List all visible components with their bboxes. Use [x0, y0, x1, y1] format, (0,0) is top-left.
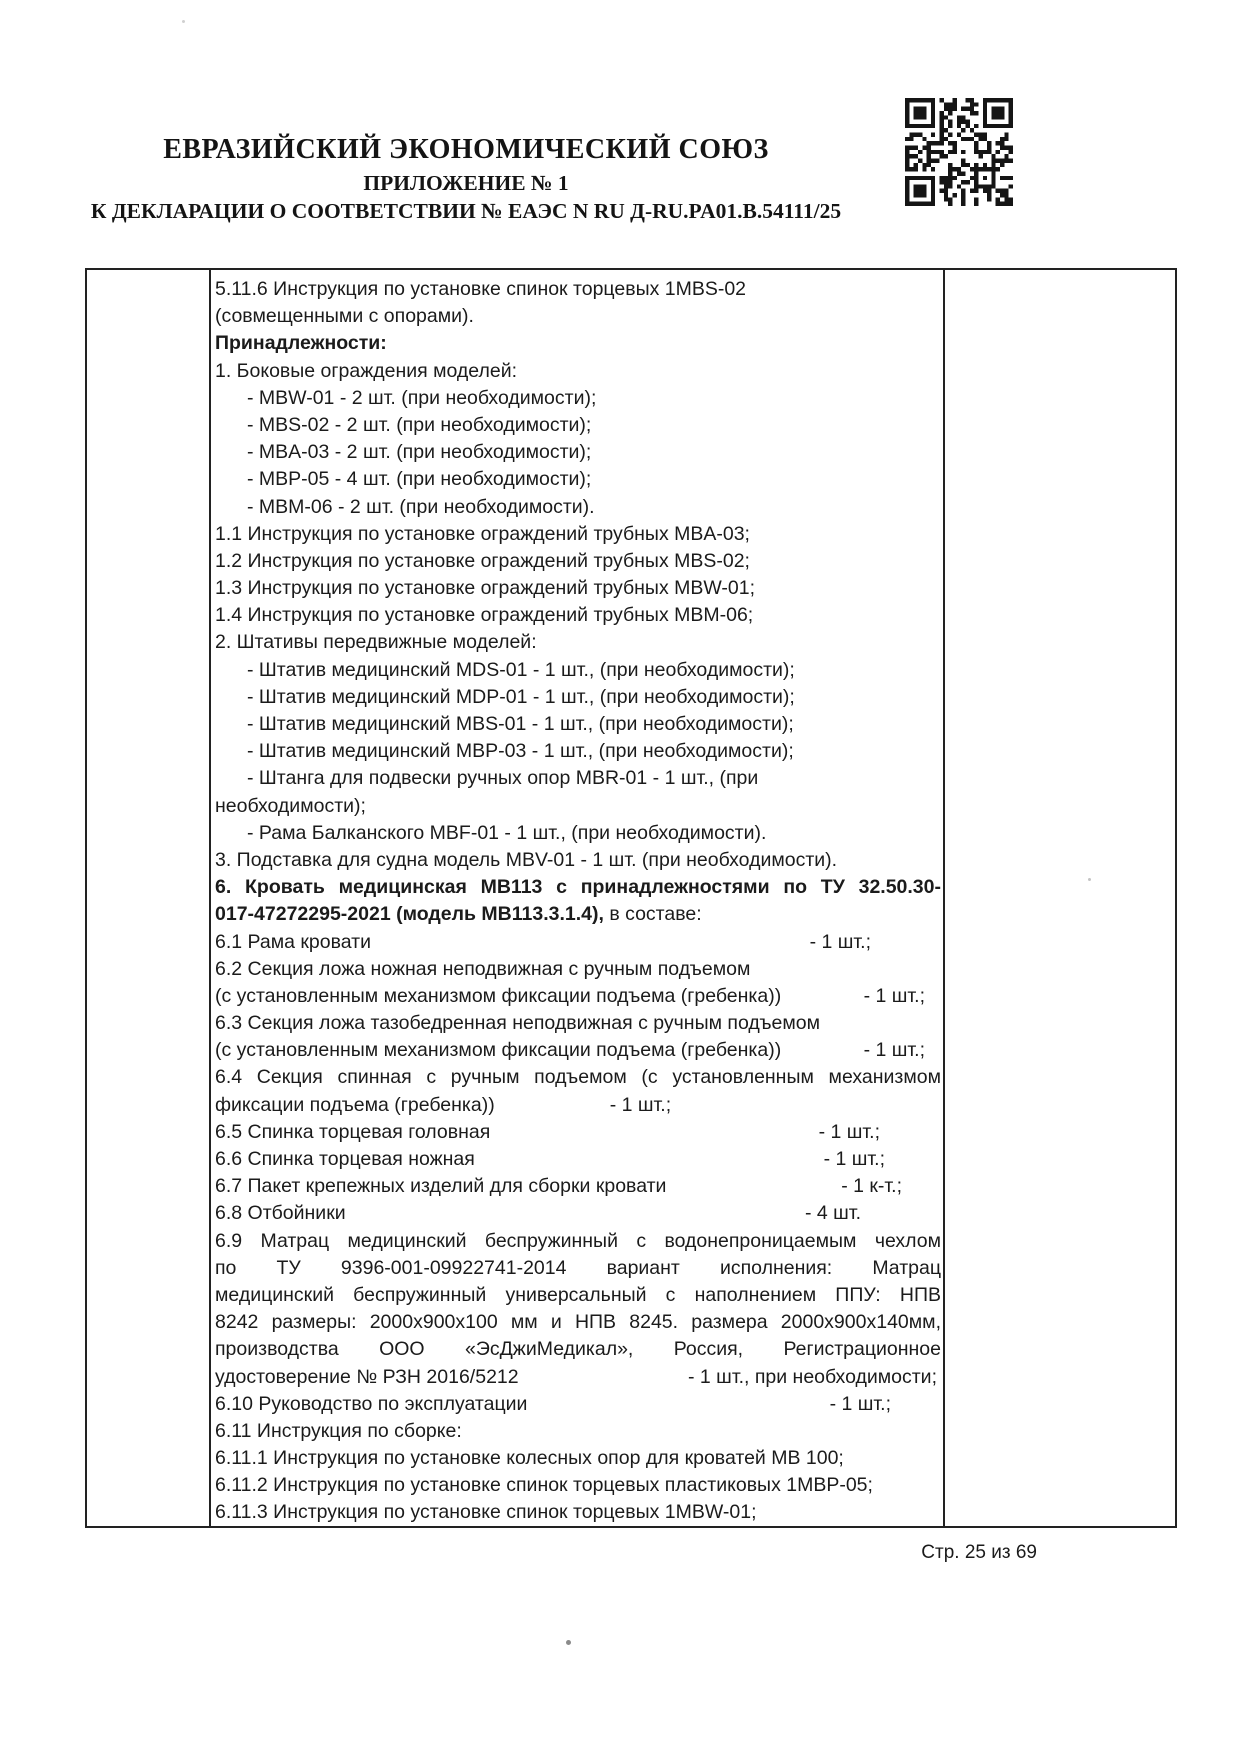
table-row-text: - MBP-05 - 4 шт. (при необходимости); — [247, 468, 592, 491]
qr-code-image — [905, 98, 1013, 206]
table-row-text: 6.11.2 Инструкция по установке спинок торцевых пластиковых 1МВР-05; — [215, 1474, 873, 1497]
table-row — [215, 629, 941, 656]
table-row — [215, 276, 941, 303]
table-row-text: - Штанга для подвески ручных опор MBR-01 - 1 шт., (при — [247, 767, 759, 790]
table-row — [215, 874, 941, 901]
table-row-text: 6.7 Пакет крепежных изделий для сборки кровати — [215, 1175, 667, 1198]
table-row-text: 6.4 Секция спинная с ручным подъемом (с установленным механизмом — [215, 1066, 941, 1089]
table-row-text: 017-47272295-2021 (модель МВ113.3.1.4), — [215, 903, 604, 926]
table-row — [215, 385, 941, 412]
table-row-text: 6.10 Руководство по эксплуатации — [215, 1392, 528, 1415]
scan-speck — [1088, 878, 1091, 881]
table-row — [215, 1092, 941, 1119]
table-row — [215, 602, 941, 629]
header-declaration-number: К ДЕКЛАРАЦИИ О СООТВЕТСТВИИ № ЕАЭС N RU Д-RU.PA01.B.54111/25 — [90, 199, 842, 223]
table-row-text: 6.8 Отбойники — [215, 1202, 346, 1225]
table-row-text: 8242 размеры: 2000х900х100 мм и НПВ 8245. размера 2000х900х140мм, — [215, 1311, 941, 1334]
table-row-text: 5.11.6 Инструкция по установке спинок торцевых 1MBS-02 — [215, 278, 747, 300]
table-row-text: Принадлежности: — [215, 332, 387, 355]
table-row-text: (совмещенными с опорами). — [215, 305, 474, 328]
table-row — [215, 1418, 941, 1445]
table-row-text: 6.5 Спинка торцевая головная — [215, 1120, 491, 1143]
quantity-label: - 1 шт.; — [823, 1148, 885, 1170]
table-row-text: 6.9 Матрац медицинский беспружинный с водонепроницаемым чехлом — [215, 1229, 941, 1252]
quantity-label: - 1 к-т.; — [841, 1175, 902, 1198]
table-row-text: (с установленным механизмом фиксации подъема (гребенка)) — [215, 1039, 782, 1062]
header-union-title: ЕВРАЗИЙСКИЙ ЭКОНОМИЧЕСКИЙ СОЮЗ — [163, 134, 769, 165]
table-row-text: 6.2 Секция ложа ножная неподвижная с ручным подъемом — [215, 957, 751, 980]
table-row-text: производства ООО «ЭсДжиМедикал», Россия, Регистрационное — [215, 1338, 941, 1361]
table-row — [215, 929, 941, 956]
table-row — [215, 466, 941, 493]
table-row — [215, 793, 941, 820]
table-row — [215, 1119, 941, 1146]
table-row-text: фиксации подъема (гребенка)) — [215, 1093, 495, 1116]
table-row — [215, 1499, 941, 1526]
table-row-text: 1.1 Инструкция по установке ограждений трубных MBA-03; — [215, 522, 750, 545]
table-row — [215, 1064, 941, 1091]
table-row — [215, 765, 941, 792]
quantity-label: - 1 шт., при необходимости; — [688, 1365, 937, 1388]
quantity-label: - 1 шт.; — [818, 1120, 880, 1143]
table-row — [215, 1200, 941, 1227]
table-row — [215, 738, 941, 765]
table-row-text: необходимости); — [215, 794, 366, 817]
table-row-text: в составе: — [603, 903, 702, 926]
table-row — [215, 1336, 941, 1363]
table-row — [215, 983, 941, 1010]
table-row — [215, 1445, 941, 1472]
table-row — [215, 1472, 941, 1499]
table-row-text: - Штатив медицинский MBP-03 - 1 шт., (при необходимости); — [247, 740, 794, 763]
table-row-text: - 1 шт.; — [609, 1093, 672, 1116]
table-row-text: 3. Подставка для судна модель MBV-01 - 1 шт. (при необходимости). — [215, 848, 838, 871]
table-row — [215, 1391, 941, 1418]
table-row-text: 6.11 Инструкция по сборке: — [215, 1419, 462, 1442]
table-row — [215, 358, 941, 385]
table-row-text: 6. Кровать медицинская МВ113 с принадлежностями по ТУ 32.50.30- — [215, 876, 941, 899]
table-row-text: 1.4 Инструкция по установке ограждений трубных MBM-06; — [215, 604, 754, 627]
table-row-text: - MBM-06 - 2 шт. (при необходимости). — [247, 495, 595, 518]
table-row — [215, 439, 941, 466]
content-table — [85, 268, 1177, 1528]
table-row-text: по ТУ 9396-001-09922741-2014 вариант исполнения: Матрац — [215, 1256, 941, 1279]
table-row-text: 1.2 Инструкция по установке ограждений трубных MBS-02; — [215, 549, 750, 572]
quantity-label: - 1 шт.; — [829, 1392, 891, 1415]
table-right-column — [945, 270, 1175, 1526]
table-row-text: - Штатив медицинский MDS-01 - 1 шт., (при необходимости); — [247, 658, 795, 681]
scan-speck — [566, 1640, 571, 1645]
table-row — [215, 1282, 941, 1309]
table-row — [215, 575, 941, 602]
quantity-label: - 1 шт.; — [809, 930, 871, 953]
table-row — [215, 548, 941, 575]
table-row-text: 2. Штативы передвижные моделей: — [215, 631, 537, 654]
table-row-text: 6.11.3 Инструкция по установке спинок торцевых 1MBW-01; — [215, 1501, 757, 1524]
table-row — [215, 684, 941, 711]
table-row — [215, 657, 941, 684]
table-row — [215, 1037, 941, 1064]
table-row — [215, 711, 941, 738]
table-row-text: 1.3 Инструкция по установке ограждений трубных MBW-01; — [215, 577, 756, 600]
table-row-text: - MBW-01 - 2 шт. (при необходимости); — [247, 386, 597, 409]
page-number: Стр. 25 из 69 — [921, 1542, 1037, 1563]
table-row — [215, 303, 941, 330]
table-row — [215, 1010, 941, 1037]
table-row — [215, 901, 941, 928]
table-row-text: - MBA-03 - 2 шт. (при необходимости); — [247, 441, 592, 464]
table-row — [215, 521, 941, 548]
table-row-text: - Штатив медицинский MDP-01 - 1 шт., (при необходимости); — [247, 685, 795, 708]
table-row-text: - MBS-02 - 2 шт. (при необходимости); — [247, 413, 592, 436]
table-row — [215, 494, 941, 521]
table-row — [215, 412, 941, 439]
table-left-column — [87, 270, 211, 1526]
table-row-text: - Рама Балканского MBF-01 - 1 шт., (при необходимости). — [247, 821, 767, 844]
table-row-text: удостоверение № РЗН 2016/5212 — [215, 1365, 519, 1388]
table-row-text: - Штатив медицинский MBS-01 - 1 шт., (при необходимости); — [247, 713, 794, 735]
table-row — [215, 1146, 941, 1173]
table-row-text: 6.11.1 Инструкция по установке колесных опор для кроватей МВ 100; — [215, 1447, 844, 1470]
quantity-label: - 1 шт.; — [863, 1039, 925, 1062]
table-row-text: 1. Боковые ограждения моделей: — [215, 359, 518, 382]
table-row-text: 6.6 Спинка торцевая ножная — [215, 1148, 475, 1170]
table-row — [215, 1173, 941, 1200]
quantity-label: - 4 шт. — [804, 1202, 861, 1225]
table-main-column — [211, 270, 945, 1526]
scan-speck — [182, 20, 185, 23]
table-row — [215, 956, 941, 983]
table-row — [215, 1228, 941, 1255]
qr-code — [905, 98, 1013, 206]
header-annex-title: ПРИЛОЖЕНИЕ № 1 — [363, 171, 569, 195]
document-header — [85, 134, 847, 224]
table-row — [215, 847, 941, 874]
table-row — [215, 820, 941, 847]
table-row — [215, 1255, 941, 1282]
table-row — [215, 1364, 941, 1391]
quantity-label: - 1 шт.; — [863, 984, 925, 1007]
table-row-text: 6.3 Секция ложа тазобедренная неподвижная с ручным подъемом — [215, 1012, 821, 1035]
table-row — [215, 1309, 941, 1336]
table-row-text: медицинский беспружинный универсальный с наполнением ППУ: НПВ — [215, 1283, 941, 1306]
table-row-text: (с установленным механизмом фиксации подъема (гребенка)) — [215, 984, 782, 1007]
table-row-text: 6.1 Рама кровати — [215, 930, 371, 953]
table-row — [215, 330, 941, 357]
